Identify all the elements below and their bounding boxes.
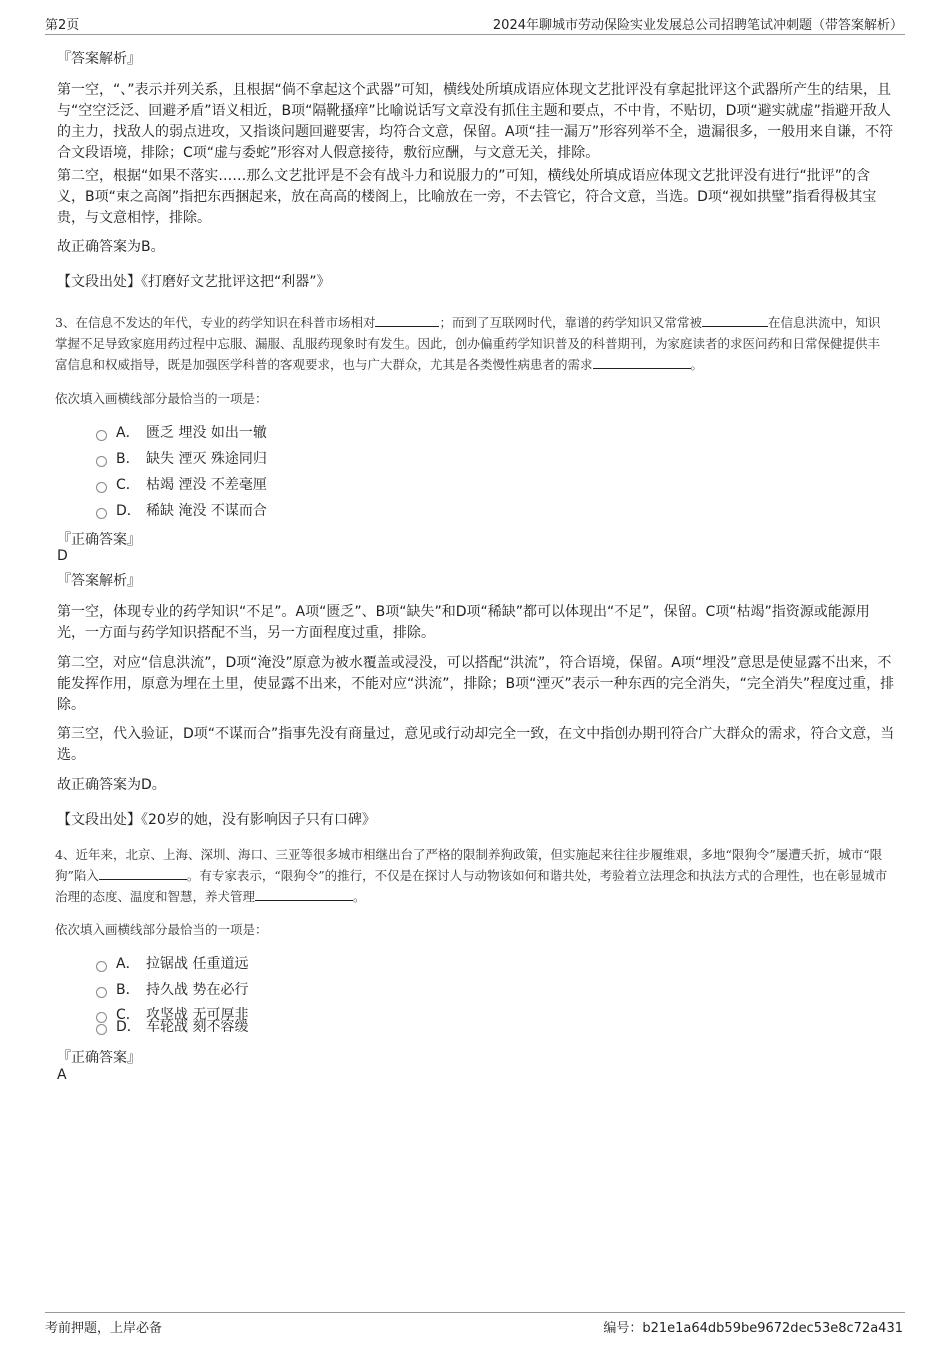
q3-prompt: 依次填入画横线部分最恰当的一项是： <box>55 391 268 406</box>
q3-blank-2 <box>702 312 768 327</box>
q2-source: 【文段出处】《打磨好文艺批评这把“利器”》 <box>57 274 331 290</box>
q4-option-b[interactable]: B． 持久战 势在必行 <box>96 979 248 1001</box>
q4-blank-2 <box>255 886 353 901</box>
q4-stem-part-a: 4、近年来，北京、上海、深圳、海口、三亚等很多城市相继出台了严格的限制养狗政策，但实施起来往往步履维艰，多地“限狗令”屡遭夭折，城市“限狗”陷入 <box>55 847 883 883</box>
q2-analysis-p2: 第二空，根据“如果不落实……那么文艺批评是不会有战斗力和说服力的”可知，横线处所填成语应体现文艺批评没有进行“批评”的含义，B项“束之高阁”指把东西捆起来，放在高高的楼阁上，比喻放在一旁，不去管它，符合文意，当选。D项“视如拱璧”指看得极其宝贵，与文意相悖，排除。 <box>57 168 877 226</box>
q3-analysis-tag: 『答案解析』 <box>57 573 141 589</box>
q4-stem-part-c: 。 <box>353 889 366 904</box>
q3-blank-3 <box>593 354 691 369</box>
q3-stem-part-c: 在信息洪流中，知识掌握不足导致家庭用药过程中忘服、漏服、乱服药现象时有发生。因此，创办偏重药学知识普及的科普期刊，为家庭读者的求医问药和日常保健提供丰富信息和权威指导，既是加强医学科普的客观要求，也与广大群众，尤其是各类慢性病患者的需求 <box>55 315 881 372</box>
q3-option-b[interactable]: B． 缺失 湮灭 殊途同归 <box>96 448 267 470</box>
q3-blank-1 <box>375 312 439 327</box>
q3-analysis-p3: 第三空，代入验证，D项“不谋而合”指事先没有商量过，意见或行动却完全一致，在文中指创办期刊符合广大群众的需求，符合文意，当选。 <box>57 726 895 763</box>
q3-analysis-p1: 第一空，体现专业的药学知识“不足”。A项“匮乏”、B项“缺失”和D项“稀缺”都可以体现出“不足”，保留。C项“枯竭”指资源或能源用光，一方面与药学知识搭配不当，另一方面程度过重，排除。 <box>57 604 870 641</box>
document-title: 2024年聊城市劳动保险实业发展总公司招聘笔试冲刺题（带答案解析） <box>492 18 903 33</box>
page-number: 第2页 <box>45 18 80 33</box>
q4-correct-answer: A <box>57 1067 67 1083</box>
radio-icon[interactable] <box>96 1024 107 1035</box>
q3-option-d[interactable]: D． 稀缺 淹没 不谋而合 <box>96 500 267 522</box>
document-id: 编号：b21e1a64db59be9672dec53e8c72a431 <box>603 1321 903 1336</box>
q3-correct-tag: 『正确答案』 <box>57 532 141 548</box>
q2-analysis-tag: 『答案解析』 <box>57 51 141 67</box>
q4-correct-tag: 『正确答案』 <box>57 1050 141 1066</box>
q3-correct-answer: D <box>57 548 68 564</box>
footer-slogan: 考前押题，上岸必备 <box>45 1321 163 1336</box>
q4-blank-1 <box>99 865 187 880</box>
radio-icon[interactable] <box>96 482 107 493</box>
q2-conclusion: 故正确答案为B。 <box>57 239 165 255</box>
q4-option-d[interactable]: D． 车轮战 刻不容缓 <box>96 1016 248 1038</box>
q4-option-a[interactable]: A． 拉锯战 任重道远 <box>96 953 248 975</box>
q3-analysis-p2: 第二空，对应“信息洪流”，D项“淹没”原意为被水覆盖或浸没，可以搭配“洪流”，符合语境，保留。A项“埋没”意思是使显露不出来，不能发挥作用，原意为埋在土里，使显露不出来，不能对应“洪流”，排除；B项“湮灭”表示一种东西的完全消失，“完全消失”程度过重，排除。 <box>57 655 895 713</box>
radio-icon[interactable] <box>96 987 107 998</box>
page-footer <box>45 1312 905 1337</box>
q3-option-a[interactable]: A． 匮乏 埋没 如出一辙 <box>96 422 267 444</box>
radio-icon[interactable] <box>96 430 107 441</box>
radio-icon[interactable] <box>96 456 107 467</box>
q3-option-c[interactable]: C． 枯竭 湮没 不差毫厘 <box>96 474 267 496</box>
q4-option-c[interactable]: C． 攻坚战 无可厚非 <box>96 1004 248 1026</box>
page-header <box>45 12 905 35</box>
q3-source: 【文段出处】《20岁的她，没有影响因子只有口碑》 <box>57 812 376 828</box>
q3-stem-part-a: 3、在信息不发达的年代，专业的药学知识在科普市场相对 <box>55 315 376 330</box>
q4-stem <box>55 844 890 907</box>
q4-stem-part-b: 。有专家表示，“限狗令”的推行，不仅是在探讨人与动物该如何和谐共处，考验着立法理念和执法方式的合理性，也在彰显城市治理的态度、温度和智慧，养犬管理 <box>55 868 888 904</box>
q3-conclusion: 故正确答案为D。 <box>57 777 166 793</box>
radio-icon[interactable] <box>96 508 107 519</box>
q4-prompt: 依次填入画横线部分最恰当的一项是： <box>55 922 268 937</box>
q2-analysis-p1: 第一空，“、”表示并列关系，且根据“倘不拿起这个武器”可知，横线处所填成语应体现文艺批评没有拿起批评这个武器所产生的结果，且与“空空泛泛、回避矛盾”语义相近，B项“隔靴搔痒”比喻说话写文章没有抓住主题和要点，不中肯，不贴切，D项“避实就虚”指避开敌人的主力，找敌人的弱点进攻，又指谈问题回避要害，均符合文意，保留。A项“挂一漏万”形容列举不全，遗漏很多，一般用来自谦，不符合文段语境，排除；C项“虚与委蛇”形容对人假意接待，敷衍应酬，与文意无关，排除。 <box>57 82 894 161</box>
q3-stem-part-d: 。 <box>690 357 704 372</box>
radio-icon[interactable] <box>96 961 107 972</box>
q3-stem <box>55 312 890 375</box>
q3-stem-part-b: ；而到了互联网时代，靠谱的药学知识又常常被 <box>439 315 702 330</box>
